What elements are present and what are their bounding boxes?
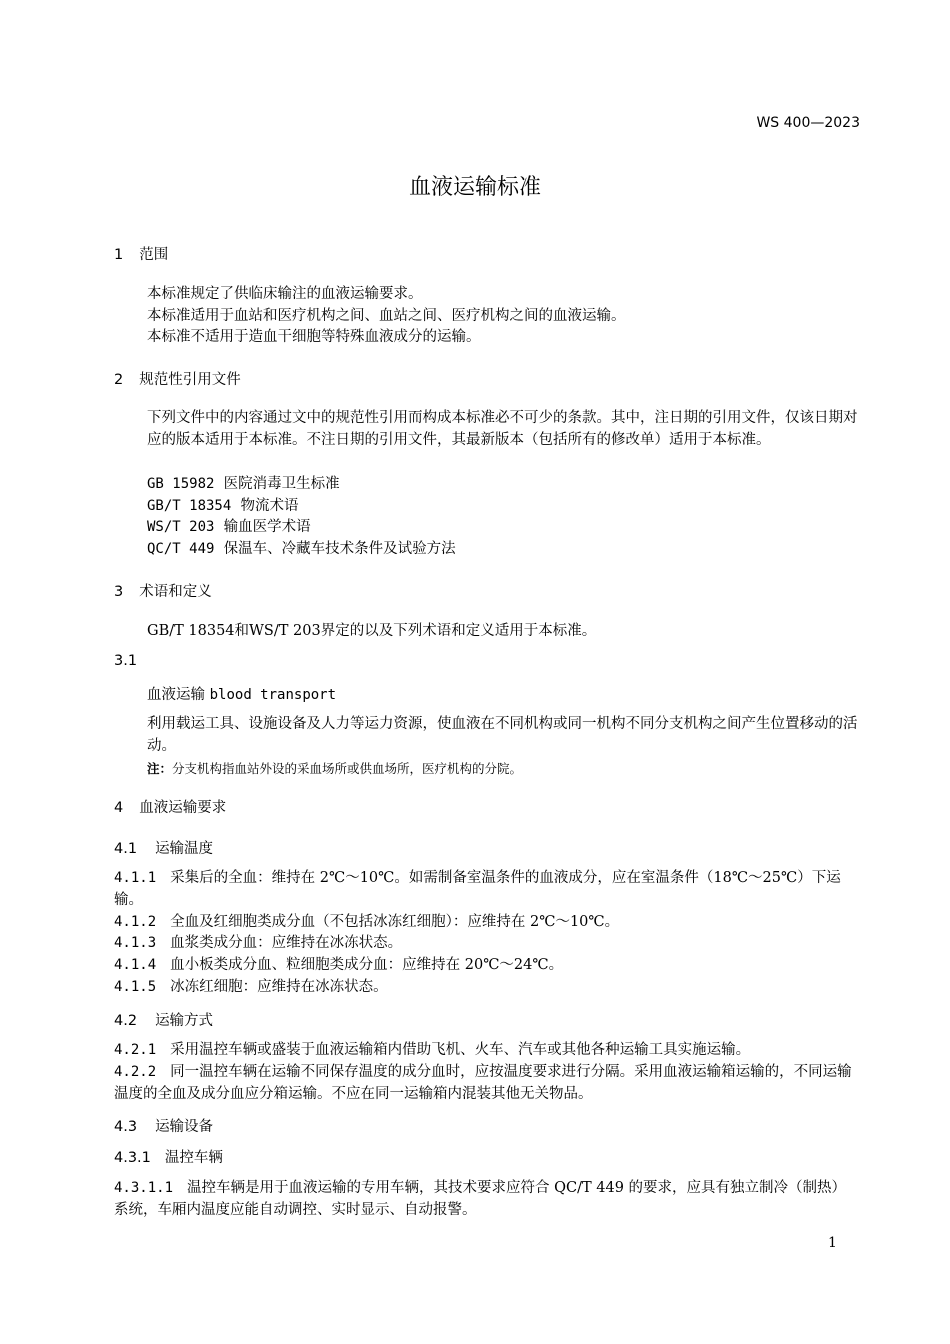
section-number: 1: [114, 247, 124, 263]
clause-number: 4.2.1: [114, 1042, 157, 1058]
clause-text: 全血及红细胞类成分血（不包括冰冻红细胞）：应维持在 2℃～10℃。: [170, 914, 620, 930]
section-number: 3: [114, 584, 124, 600]
section-title: 术语和定义: [139, 584, 212, 600]
clause: [114, 1061, 860, 1105]
reference-item: [147, 495, 299, 517]
clause-text: 采集后的全血：维持在 2℃～10℃。如需制备室温条件的血液成分，应在室温条件（18℃～25℃）下运输。: [114, 870, 841, 908]
note: [147, 759, 522, 777]
section-2-heading: [114, 368, 241, 389]
note-text: 分支机构指血站外设的采血场所或供血场所，医疗机构的分院。: [172, 761, 523, 776]
clause: [114, 911, 860, 933]
reference-item: [147, 538, 456, 560]
subsection-title: 运输温度: [155, 841, 214, 857]
document-title: 血液运输标准: [408, 175, 541, 200]
clause-number: 4.1.2: [114, 914, 157, 930]
subsection-4-2-heading: [114, 1009, 213, 1030]
document-number: WS 400—2023: [756, 115, 860, 131]
clause: [114, 932, 860, 954]
clause-text: 同一温控车辆在运输不同保存温度的成分血时，应按温度要求进行分隔。采用血液运输箱运输的，不同运输温度的全血及成分血应分箱运输。不应在同一运输箱内混装其他无关物品。: [114, 1064, 852, 1102]
subsection-4-3-heading: [114, 1115, 213, 1136]
clause-number: 4.1.1: [114, 870, 157, 886]
paragraph: 本标准不适用于造血干细胞等特殊血液成分的运输。: [147, 329, 481, 345]
term-number: 3.1: [114, 653, 138, 669]
section-number: 2: [114, 372, 124, 388]
clause-text: 采用温控车辆或盛装于血液运输箱内借助飞机、火车、汽车或其他各种运输工具实施运输。: [170, 1042, 751, 1058]
subsection-title: 温控车辆: [164, 1150, 223, 1166]
clause-number: 4.1.5: [114, 979, 157, 995]
reference-code: GB 15982: [147, 476, 215, 492]
clause-number: 4.1.4: [114, 957, 157, 973]
subsection-title: 运输方式: [155, 1013, 214, 1029]
clause-number: 4.3.1.1: [114, 1180, 174, 1196]
term-definition: [114, 713, 860, 757]
paragraph: GB/T 18354和WS/T 203界定的以及下列术语和定义适用于本标准。: [147, 623, 597, 639]
definition-text: 利用载运工具、设施设备及人力等运力资源，使血液在不同机构或同一机构不同分支机构之间产生位置移动的活动。: [147, 716, 858, 754]
section-number: 4: [114, 800, 124, 816]
term-entry: [147, 683, 336, 704]
reference-item: [147, 473, 340, 495]
reference-code: WS/T 203: [147, 519, 215, 535]
section-title: 范围: [139, 247, 169, 263]
reference-name: 保温车、冷藏车技术条件及试验方法: [223, 541, 456, 557]
subsection-number: 4.3.1: [114, 1150, 151, 1166]
clause-text: 血小板类成分血、粒细胞类成分血：应维持在 20℃～24℃。: [170, 957, 564, 973]
section-1-heading: [114, 243, 168, 264]
term-english: blood transport: [209, 687, 337, 703]
paragraph: 本标准规定了供临床输注的血液运输要求。: [147, 286, 423, 302]
section-title: 血液运输要求: [139, 800, 227, 816]
section-4-heading: [114, 796, 226, 817]
clause-text: 血浆类成分血：应维持在冰冻状态。: [170, 935, 403, 951]
clause: [114, 954, 860, 976]
section-3-heading: [114, 580, 212, 601]
section-title: 规范性引用文件: [139, 372, 241, 388]
clause: [114, 867, 860, 911]
clause: [114, 1039, 860, 1061]
reference-code: QC/T 449: [147, 541, 215, 557]
reference-name: 物流术语: [240, 498, 299, 514]
clause: [114, 1177, 860, 1221]
clause-number: 4.1.3: [114, 935, 157, 951]
reference-name: 输血医学术语: [223, 519, 311, 535]
paragraph: [114, 407, 860, 451]
subsection-title: 运输设备: [155, 1119, 214, 1135]
reference-name: 医院消毒卫生标准: [223, 476, 340, 492]
clause-text: 冰冻红细胞：应维持在冰冻状态。: [170, 979, 388, 995]
page-number: 1: [828, 1235, 837, 1251]
subsection-4-3-1-heading: [114, 1146, 223, 1167]
subsection-number: 4.2: [114, 1013, 138, 1029]
clause: [114, 976, 860, 998]
paragraph-text: 下列文件中的内容通过文中的规范性引用而构成本标准必不可少的条款。其中，注日期的引用文件，仅该日期对应的版本适用于本标准。不注日期的引用文件，其最新版本（包括所有的修改单）适用于本标准。: [147, 410, 858, 448]
reference-code: GB/T 18354: [147, 498, 232, 514]
paragraph: 本标准适用于血站和医疗机构之间、血站之间、医疗机构之间的血液运输。: [147, 308, 626, 324]
subsection-number: 4.3: [114, 1119, 138, 1135]
subsection-number: 4.1: [114, 841, 138, 857]
subsection-4-1-heading: [114, 837, 213, 858]
note-label: 注：: [147, 761, 173, 776]
clause-number: 4.2.2: [114, 1064, 157, 1080]
reference-item: [147, 516, 311, 538]
clause-text: 温控车辆是用于血液运输的专用车辆，其技术要求应符合 QC/T 449 的要求，应具有独立制冷（制热）系统，车厢内温度应能自动调控、实时显示、自动报警。: [114, 1180, 847, 1218]
term-chinese: 血液运输: [147, 687, 205, 703]
